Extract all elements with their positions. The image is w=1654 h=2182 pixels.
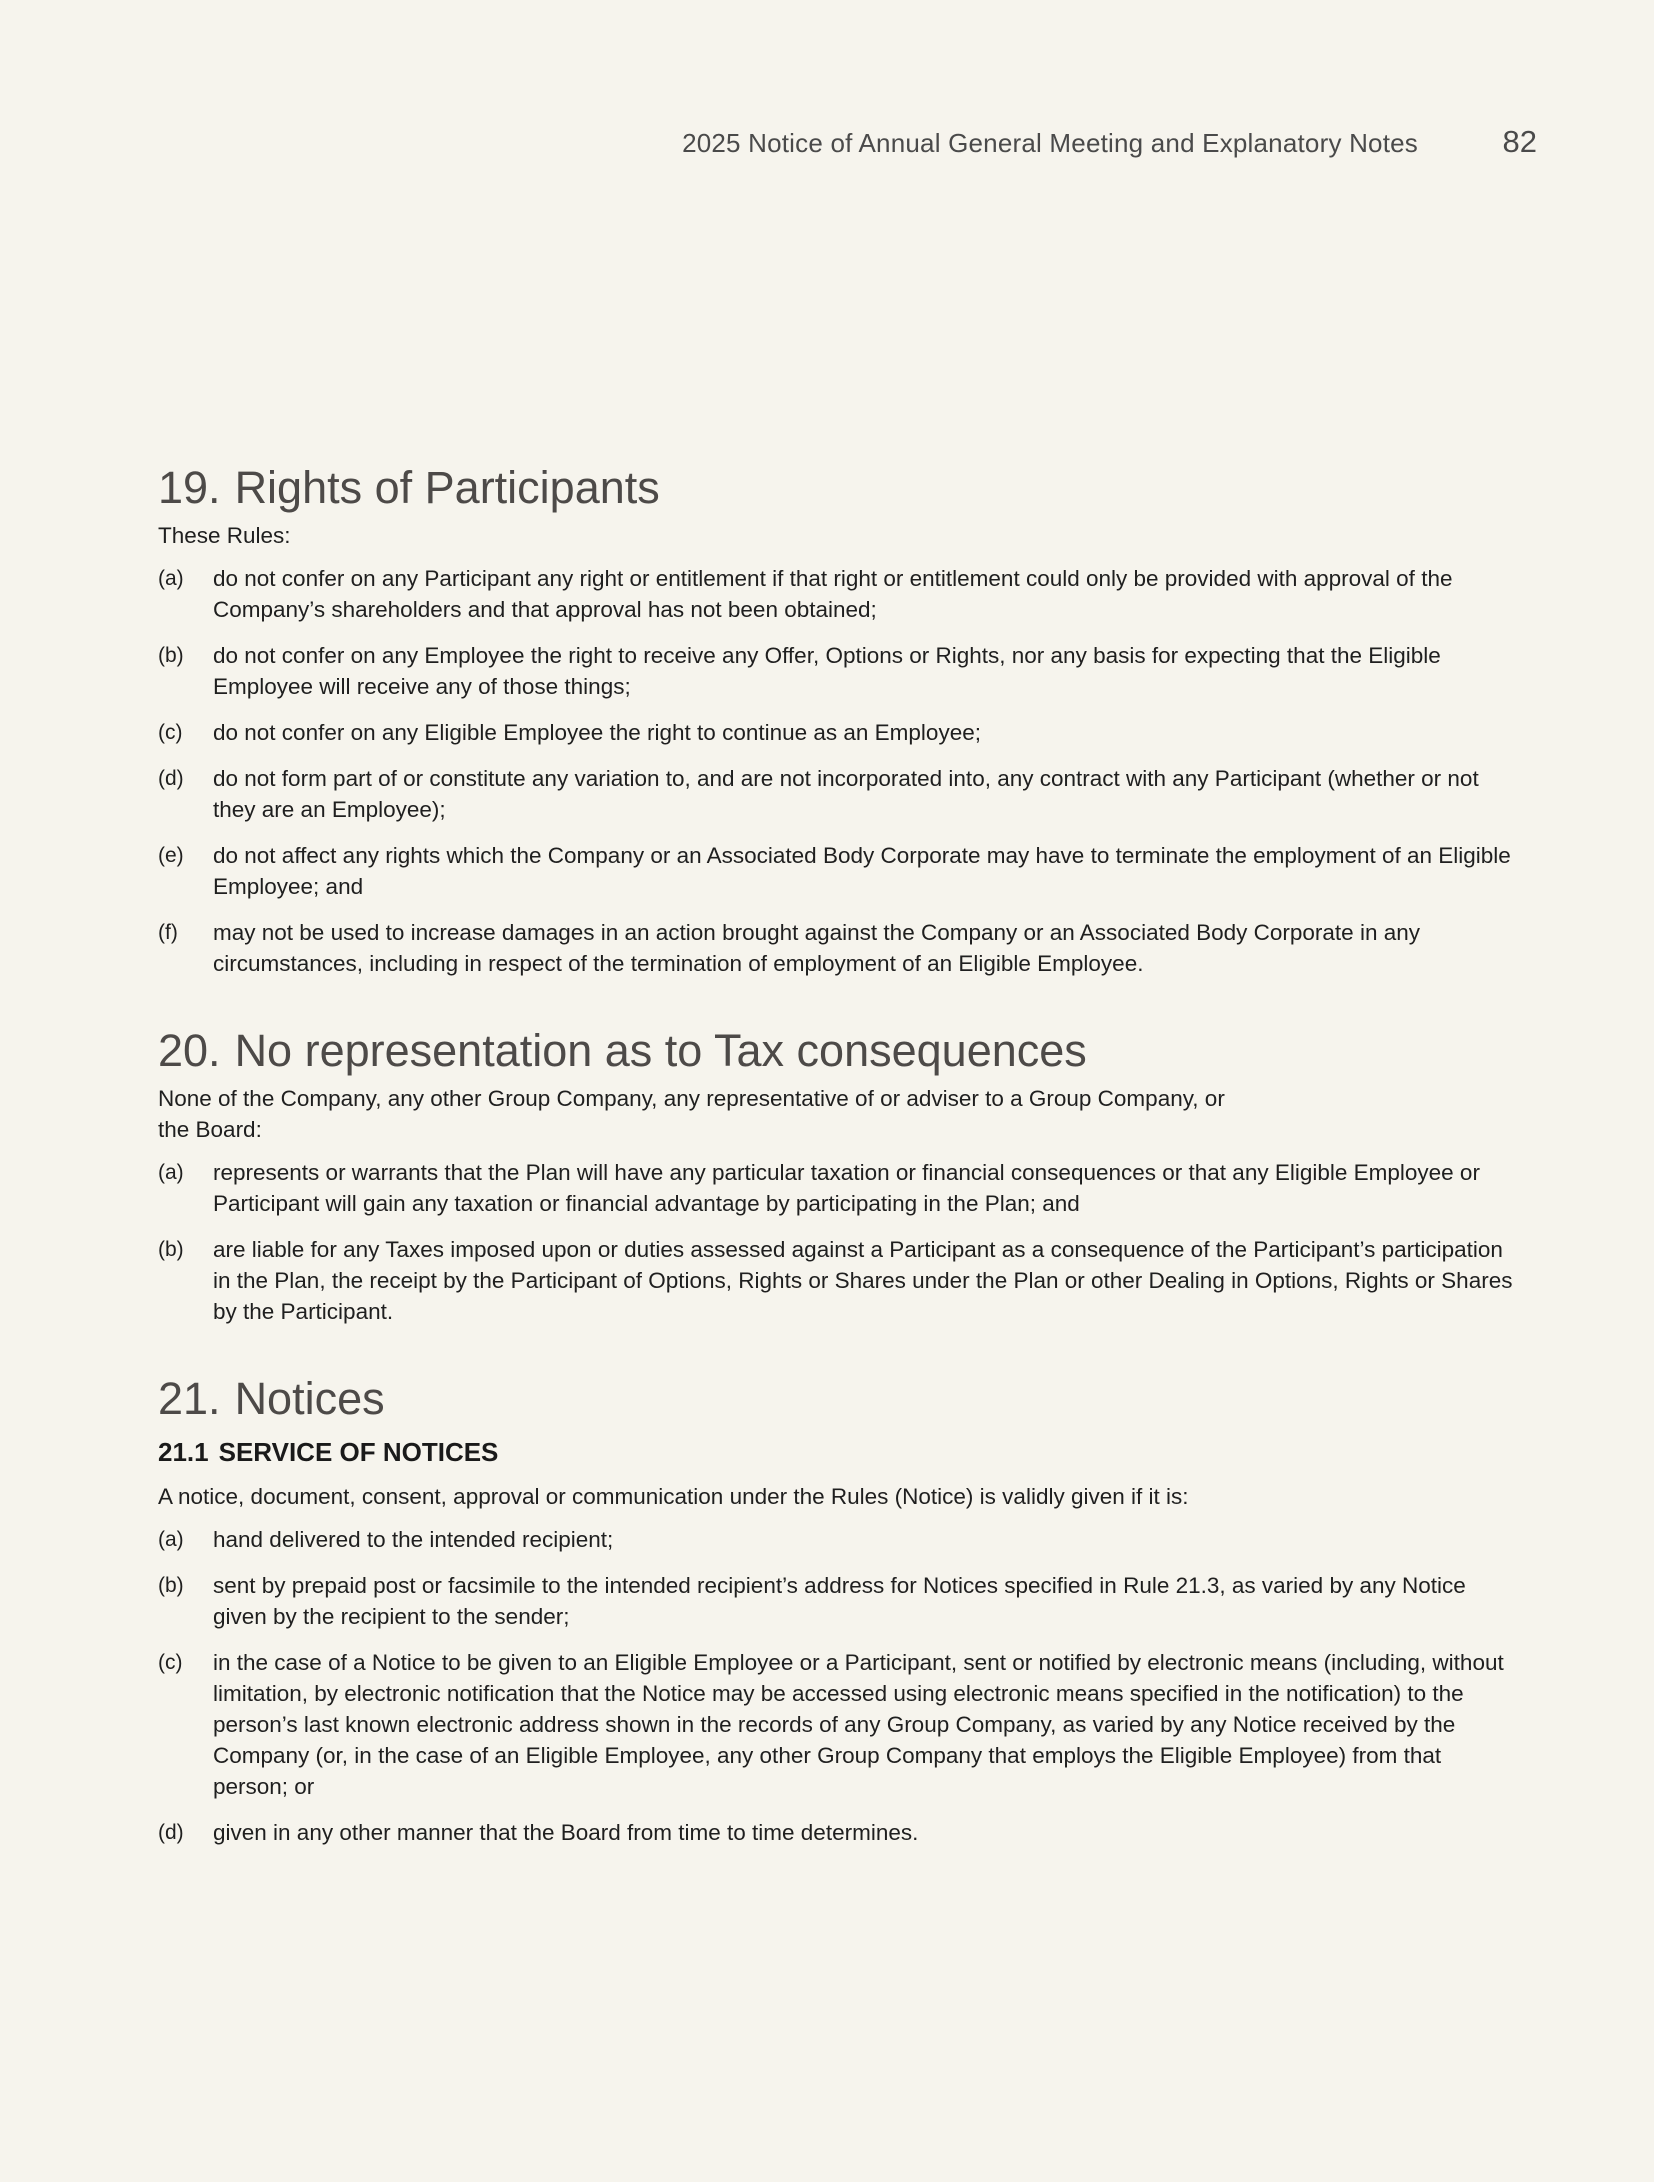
list-item [158, 1524, 1518, 1555]
list-text: do not confer on any Eligible Employee the right to continue as an Employee; [213, 720, 981, 745]
list-marker: (b) [158, 1238, 184, 1261]
list-item [158, 1817, 1518, 1848]
list-item [158, 1647, 1518, 1802]
section-intro: These Rules: [158, 523, 291, 548]
section-19 [158, 456, 1518, 979]
list-text: hand delivered to the intended recipient; [213, 1527, 614, 1552]
section-title: No representation as to Tax consequences [234, 1025, 1087, 1076]
list-marker: (b) [158, 1574, 184, 1597]
list-marker: (c) [158, 1651, 183, 1674]
list-text: do not confer on any Participant any right or entitlement if that right or entitlement could only be provided with approval of the Company’s shareholders and that approval has not been obtained; [213, 566, 1453, 622]
subsection-heading [158, 1435, 1518, 1469]
section-heading [158, 456, 1518, 520]
list-text: are liable for any Taxes imposed upon or duties assessed against a Participant as a consequence of the Participant’s participation in the Plan, the receipt by the Participant of Options, Rights or Shares under the Plan or other Dealing in Options, Rights or Shares by the Participant. [213, 1237, 1513, 1324]
list-marker: (a) [158, 1528, 184, 1551]
list-text: given in any other manner that the Board from time to time determines. [213, 1820, 919, 1845]
document-title: 2025 Notice of Annual General Meeting and Explanatory Notes [682, 128, 1418, 158]
subsection-title: SERVICE OF NOTICES [218, 1437, 499, 1467]
list-item [158, 1157, 1518, 1219]
section-21 [158, 1367, 1518, 1848]
list-text: do not affect any rights which the Company or an Associated Body Corporate may have to terminate the employment of an Eligible Employee; and [213, 843, 1511, 899]
list-text: represents or warrants that the Plan will have any particular taxation or financial consequences or that any Eligible Employee or Participant will gain any taxation or financial advantage by participating in the Plan; and [213, 1160, 1480, 1216]
section-heading [158, 1367, 1518, 1431]
list-text: do not form part of or constitute any variation to, and are not incorporated into, any contract with any Participant (whether or not they are an Employee); [213, 766, 1479, 822]
section-heading [158, 1019, 1518, 1083]
section-intro-line: the Board: [158, 1117, 262, 1142]
list-marker: (b) [158, 644, 184, 667]
list-item [158, 840, 1518, 902]
list-marker: (d) [158, 1821, 184, 1844]
section-intro: A notice, document, consent, approval or communication under the Rules (Notice) is validly given if it is: [158, 1484, 1189, 1509]
page-header [0, 124, 1654, 168]
list-item [158, 917, 1518, 979]
section-number: 20. [158, 1025, 221, 1076]
list-text: do not confer on any Employee the right to receive any Offer, Options or Rights, nor any basis for expecting that the Eligible Employee will receive any of those things; [213, 643, 1441, 699]
list-item [158, 1234, 1518, 1327]
list-item [158, 717, 1518, 748]
list-text: in the case of a Notice to be given to an Eligible Employee or a Participant, sent or notified by electronic means (including, without limitation, by electronic notification that the Notice may be accessed using electronic means specified in the notification) to the person’s last known electronic address shown in the records of any Group Company, as varied by any Notice received by the Company (or, in the case of an Eligible Employee, any other Group Company that employs the Eligible Employee) from that person; or [213, 1650, 1504, 1799]
list-marker: (a) [158, 1161, 184, 1184]
list-item [158, 640, 1518, 702]
section-number: 19. [158, 462, 221, 513]
section-20 [158, 1019, 1518, 1327]
page-number: 82 [1502, 124, 1537, 159]
section-title: Rights of Participants [234, 462, 660, 513]
list-marker: (d) [158, 767, 184, 790]
list-text: may not be used to increase damages in an action brought against the Company or an Associated Body Corporate in any circumstances, including in respect of the termination of employment of an Eligible Employee. [213, 920, 1420, 976]
document-body [158, 456, 1518, 1863]
list-item [158, 563, 1518, 625]
list-text: sent by prepaid post or facsimile to the intended recipient’s address for Notices specified in Rule 21.3, as varied by any Notice given by the recipient to the sender; [213, 1573, 1466, 1629]
list-marker: (a) [158, 567, 184, 590]
subsection-number: 21.1 [158, 1437, 209, 1467]
list-marker: (e) [158, 844, 184, 867]
list-marker: (c) [158, 721, 183, 744]
section-intro-line: None of the Company, any other Group Company, any representative of or adviser to a Group Company, or [158, 1086, 1225, 1111]
section-number: 21. [158, 1373, 221, 1424]
list-item [158, 1570, 1518, 1632]
section-title: Notices [234, 1373, 385, 1424]
list-item [158, 763, 1518, 825]
section-intro [158, 1083, 1518, 1145]
list-marker: (f) [158, 921, 178, 944]
